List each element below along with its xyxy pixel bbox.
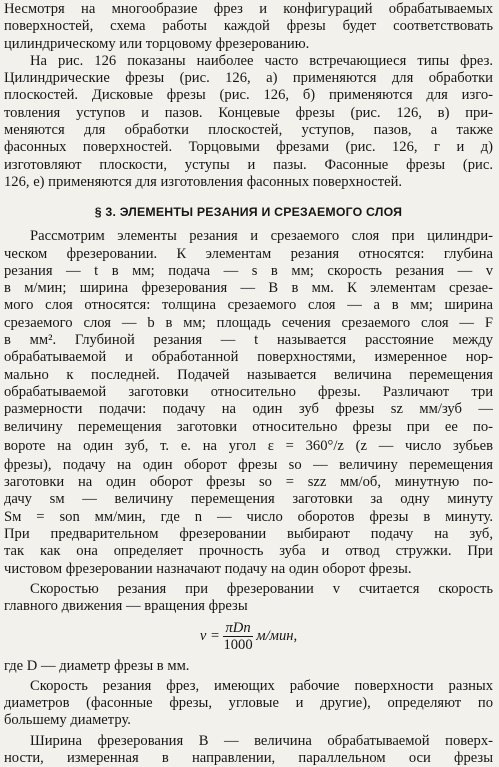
text-line: Sм = sоn мм/мин, где n — число оборотов фрезы в минуту. (4, 508, 493, 525)
paragraph-7 (4, 733, 493, 767)
text-line: цилиндрическому или торцовому фрезерованию. (4, 35, 310, 52)
text-line: величину перемещения заготовки относительно фрезы при ее по- (4, 418, 493, 435)
text-line: меняются для обработки плоскостей, уступов, пазов, а также (4, 122, 493, 139)
text-line: так как она определяет прочность зуба и отвод стружки. При (4, 543, 493, 560)
section-heading: § 3. ЭЛЕМЕНТЫ РЕЗАНИЯ И СРЕЗАЕМОГО СЛОЯ (94, 205, 403, 220)
text-line: фасонных поверхностей. Торцовыми фрезами (рис. 126, г и д) (4, 139, 493, 156)
text-line: поверхностей, схема работы каждой фрезы будет соответствовать (4, 18, 493, 35)
text-line: где D — диаметр фрезы в мм. (4, 657, 190, 674)
paragraph-5 (4, 658, 493, 675)
formula-fraction (223, 620, 252, 653)
text-line: ческом фрезеровании. К элементам резания относятся: глубина (4, 245, 493, 262)
text-line: Ширина фрезерования B — величина обрабатываемой поверх- (30, 732, 493, 749)
text-line: Несмотря на многообразие фрез и конфигураций обрабатываемых (4, 1, 493, 17)
text-line: чистовом фрезеровании назначают подачу на один оборот фрезы. (4, 560, 412, 577)
text-line: в м/мин; ширина фрезерования — B в мм. К элементам срезае- (4, 280, 493, 297)
text-line: На рис. 126 показаны наиболее часто встречающиеся типы фрез. (30, 52, 493, 69)
paragraph-2 (4, 53, 493, 191)
text-line: мого слоя относятся: толщина срезаемого слоя — a в мм; ширина (4, 297, 493, 314)
text-line: срезаемого слоя — b в мм; площадь сечения срезаемого слоя — F (4, 314, 493, 331)
text-line: диаметров (фасонные фрезы, угловые и другие), определяют по (4, 695, 493, 712)
formula-lhs: v = (199, 627, 220, 644)
formula-numerator: πDn (223, 620, 252, 637)
text-line: Скоростью резания при фрезеровании v считается скорость (30, 580, 493, 597)
text-line: ности, измеренная в направлении, параллельном оси фрезы (4, 749, 493, 766)
text-line: дачу sм — величину перемещения заготовки за одну минуту (4, 491, 493, 508)
text-line: При предварительном фрезеровании выбирают подачу на зуб, (4, 526, 493, 543)
text-line: обрабатываемой и обработанной поверхностями, измеренное нор- (4, 349, 493, 366)
text-line: заготовки на один оборот фрезы sо = szz мм/об, минутную по- (4, 474, 493, 491)
text-line: 126, е) применяются для изготовления фасонных поверхностей. (4, 173, 403, 190)
text-line: размерности подачи: подачу на один зуб фрезы sz мм/зуб — (4, 401, 493, 418)
text-line: изготовляют плоскости, уступы и пазы. Фасонные фрезы (рис. (4, 156, 493, 173)
text-line: Скорость резания фрез, имеющих рабочие поверхности разных (30, 677, 493, 694)
text-line: фрезы), подачу на один оборот фрезы sо — величину перемещения (4, 456, 493, 473)
text-line: большему диаметру. (4, 712, 131, 729)
text-line: вороте на один зуб, т. е. на угол ε = 360°/z (z — число зубьев (4, 437, 493, 454)
paragraph-6 (4, 678, 493, 730)
paragraph-1 (4, 1, 493, 53)
formula-unit: м/мин, (256, 627, 298, 644)
cutting-speed-formula (4, 620, 493, 654)
text-line: Рассмотрим элементы резания и срезаемого слоя при цилиндри- (30, 228, 493, 245)
formula-denominator: 1000 (223, 636, 253, 653)
paragraph-3 (4, 228, 493, 578)
text-line: плоскостей. Дисковые фрезы (рис. 126, б) применяются для изго- (4, 87, 493, 104)
text-line: Цилиндрические фрезы (рис. 126, а) применяются для обработки (4, 70, 493, 87)
text-line: товления уступов и пазов. Концевые фрезы (рис. 126, в) при- (4, 104, 493, 121)
paragraph-4 (4, 581, 493, 616)
text-line: в мм². Глубиной резания — t называется расстояние между (4, 332, 493, 349)
text-line: обрабатываемой заготовки относительно фрезы. Различают три (4, 383, 493, 400)
book-page (0, 1, 499, 766)
text-line: главного движения — вращения фрезы (4, 598, 248, 615)
text-line: резания — t в мм; подача — s в мм; скорость резания — v (4, 262, 493, 279)
text-line: мально к последней. Подачей называется величина перемещения (4, 366, 493, 383)
